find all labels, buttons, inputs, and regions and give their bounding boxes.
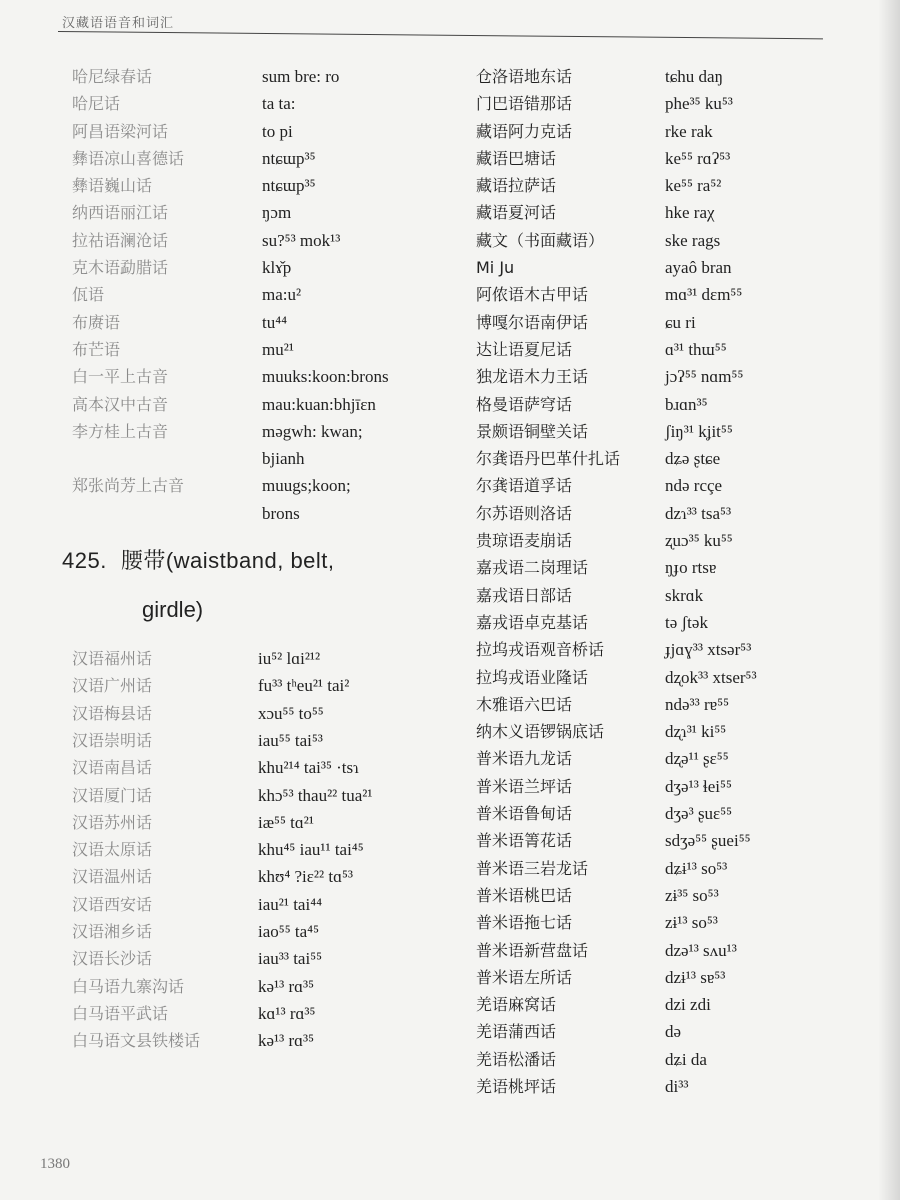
ipa-transcription: ʐuɔ³⁵ ku⁵⁵: [665, 531, 733, 551]
entry-title-text: 腰带(waistband, belt,: [120, 548, 335, 574]
entry-row: [476, 964, 876, 991]
ipa-transcription: ntɕɯp³⁵: [262, 148, 316, 168]
language-name: 羌语蒲西话: [476, 1022, 557, 1042]
language-name: 白一平上古音: [72, 367, 169, 387]
entry-row: [72, 391, 452, 418]
ipa-transcription: skrɑk: [665, 585, 704, 605]
ipa-transcription: mu²¹: [262, 339, 294, 359]
language-name: 嘉戎语日部话: [476, 585, 573, 605]
ipa-transcription: ɑ³¹ thɯ⁵⁵: [665, 339, 727, 359]
language-name: 藏语阿力克话: [476, 121, 573, 141]
language-name: 藏语拉萨话: [476, 176, 557, 196]
ipa-transcription: iau⁵⁵ tai⁵³: [258, 730, 323, 750]
ipa-transcription: ŋɟo rtsɐ: [665, 558, 717, 578]
ipa-transcription: di³³: [665, 1076, 689, 1096]
language-name: 佤语: [72, 285, 105, 305]
page-gutter-shadow: [878, 0, 900, 1200]
header-rule: [58, 31, 823, 39]
entry-row: [476, 882, 876, 909]
ipa-transcription: iao⁵⁵ ta⁴⁵: [258, 922, 319, 942]
entry-row: [72, 63, 452, 90]
ipa-transcription: dʑi da: [665, 1049, 707, 1069]
language-name: 白马语文县铁楼话: [72, 1031, 201, 1051]
language-name: 汉语苏州话: [72, 812, 153, 832]
ipa-transcription: iu⁵² lɑi²¹²: [258, 649, 321, 669]
ipa-transcription: ndə rcçe: [665, 476, 723, 496]
ipa-transcription: ta ta:: [262, 94, 296, 114]
entry-row: [72, 1000, 452, 1027]
entry-row: [72, 90, 452, 117]
language-name: 普米语箐花话: [476, 831, 573, 851]
language-name: 木雅语六巴话: [476, 694, 573, 714]
entry-row: [476, 937, 876, 964]
entry-row: [476, 636, 876, 663]
ipa-transcription: dzə¹³ sʌu¹³: [665, 940, 737, 960]
ipa-transcription: ndə³³ rɐ⁵⁵: [665, 694, 730, 714]
ipa-transcription: dzi zdi: [665, 995, 711, 1015]
ipa-transcription: ma:u²: [262, 285, 302, 305]
entry-row: [476, 773, 876, 800]
entry-row: [476, 1073, 876, 1100]
entry-row: [476, 827, 876, 854]
language-name: 羌语桃坪话: [476, 1076, 557, 1096]
entry-row: [476, 472, 876, 499]
language-name: 高本汉中古音: [72, 394, 169, 414]
language-name: 拉坞戎语观音桥话: [476, 640, 605, 660]
entry-row: [476, 172, 876, 199]
language-name: 汉语长沙话: [72, 949, 153, 969]
ipa-transcription: iæ⁵⁵ tɑ²¹: [258, 812, 314, 832]
ipa-transcription: muuks:koon:brons: [262, 367, 389, 387]
entry-row: [476, 855, 876, 882]
ipa-transcription: iau²¹ tai⁴⁴: [258, 894, 323, 914]
ipa-transcription: muugs;koon;: [262, 476, 351, 496]
entry-row: [72, 891, 452, 918]
entry-row: [476, 582, 876, 609]
language-name: Mi Ju: [476, 258, 515, 278]
left-column: [62, 63, 452, 1055]
language-name: 博嘎尔语南伊话: [476, 312, 589, 332]
ipa-transcription: kə¹³ rɑ³⁵: [258, 1031, 315, 1051]
entry-row: [476, 500, 876, 527]
language-name: 汉语温州话: [72, 867, 153, 887]
entry-row: [476, 991, 876, 1018]
language-name: 布芒语: [72, 339, 121, 359]
entry-row: [72, 700, 452, 727]
ipa-transcription: phe³⁵ ku⁵³: [665, 94, 733, 114]
language-name: 羌语麻窝话: [476, 995, 557, 1015]
entry-row: [476, 800, 876, 827]
ipa-transcription: dʑə ʂtɕe: [665, 449, 721, 469]
ipa-transcription: su?⁵³ mok¹³: [262, 230, 341, 250]
ipa-transcription: rke rak: [665, 121, 713, 141]
entry-row: [72, 836, 452, 863]
entry-row: [72, 309, 452, 336]
entry-row: [72, 754, 452, 781]
language-name: 藏语夏河话: [476, 203, 557, 223]
ipa-transcription: dʐok³³ xtser⁵³: [665, 667, 757, 687]
language-name: 嘉戎语卓克基话: [476, 612, 589, 632]
entry-row: [72, 281, 452, 308]
ipa-transcription: ɕu ri: [665, 312, 696, 332]
entry-row: [476, 691, 876, 718]
ipa-transcription: khu⁴⁵ iau¹¹ tai⁴⁵: [258, 840, 364, 860]
language-name: 普米语新营盘话: [476, 940, 589, 960]
entry-row: [72, 782, 452, 809]
ipa-transcription: dʑɨ¹³ so⁵³: [665, 858, 728, 878]
entry-row: [72, 336, 452, 363]
language-name: 彝语巍山话: [72, 176, 153, 196]
language-name: 达让语夏尼话: [476, 339, 573, 359]
entry-row: [476, 363, 876, 390]
language-name: 门巴语错那话: [476, 94, 573, 114]
ipa-transcription: də: [665, 1022, 682, 1042]
ipa-transcription: tu⁴⁴: [262, 312, 288, 332]
language-name: 纳木义语锣锅底话: [476, 722, 605, 742]
entry-row: [72, 1027, 452, 1054]
language-name: 彝语凉山喜德话: [72, 148, 185, 168]
entry-row: [476, 1018, 876, 1045]
entry-row: [476, 609, 876, 636]
entry-row: [476, 718, 876, 745]
ipa-transcription: to pi: [262, 121, 293, 141]
ipa-transcription: bjianh: [262, 449, 305, 469]
ipa-transcription: jɔʔ⁵⁵ nɑm⁵⁵: [665, 367, 744, 387]
language-name: 仓洛语地东话: [476, 67, 573, 86]
ipa-transcription: dʐɿ³¹ ki⁵⁵: [665, 722, 727, 742]
entry-row: [476, 664, 876, 691]
entry-row: [72, 145, 452, 172]
ipa-transcription: ke⁵⁵ ra⁵²: [665, 176, 722, 196]
ipa-transcription: ntɕɯp³⁵: [262, 176, 316, 196]
ipa-transcription: tə ʃtək: [665, 612, 708, 632]
ipa-transcription: fu³³ tʰeu²¹ tai²: [258, 676, 350, 696]
ipa-transcription: ʃiŋ³¹ kʝit⁵⁵: [665, 421, 733, 441]
ipa-transcription: tɕhu daŋ: [665, 67, 723, 86]
ipa-transcription: ke⁵⁵ rɑʔ⁵³: [665, 148, 731, 168]
ipa-transcription: zɨ³⁵ so⁵³: [665, 885, 719, 905]
entry-row: [476, 63, 876, 90]
ipa-transcription: khu²¹⁴ tai³⁵ ·tsɿ: [258, 758, 359, 778]
ipa-transcription: mɑ³¹ dɛm⁵⁵: [665, 285, 743, 305]
language-name: 李方桂上古音: [72, 421, 169, 441]
entry-row: [72, 672, 452, 699]
ipa-transcription: ŋɔm: [262, 203, 292, 223]
ipa-transcription: bɹɑn³⁵: [665, 394, 708, 414]
entry-heading: [62, 527, 452, 645]
ipa-transcription: hke raχ: [665, 203, 715, 223]
entry-row: [72, 254, 452, 281]
entry-row: [476, 281, 876, 308]
language-name: 汉语福州话: [72, 649, 153, 669]
ipa-transcription: dzɨ¹³ sɐ⁵³: [665, 967, 726, 987]
language-name: 汉语厦门话: [72, 785, 153, 805]
language-name: 汉语广州话: [72, 676, 153, 696]
entry-row: [72, 645, 452, 672]
language-name: 拉祜语澜沧话: [72, 230, 169, 250]
entry-title-line2: girdle): [142, 597, 204, 623]
entry-row: [72, 172, 452, 199]
language-name: 克木语勐腊话: [72, 258, 169, 278]
ipa-transcription: khʊ⁴ ?iɛ²² tɑ⁵³: [258, 867, 353, 887]
ipa-transcription: dʒə³ ʂuɛ⁵⁵: [665, 804, 733, 824]
ipa-transcription: ske rags: [665, 230, 721, 250]
language-name: 拉坞戎语业隆话: [476, 667, 589, 687]
language-name: 羌语松潘话: [476, 1049, 557, 1069]
ipa-transcription: sdʒə⁵⁵ ʂuei⁵⁵: [665, 831, 751, 851]
language-name: 郑张尚芳上古音: [72, 476, 185, 496]
ipa-transcription: mau:kuan:bhjīɛn: [262, 394, 376, 414]
ipa-transcription: sum bre: ro: [262, 67, 340, 86]
ipa-transcription: məgwh: kwan;: [262, 421, 363, 441]
entry-row: [72, 363, 452, 390]
language-name: 独龙语木力王话: [476, 367, 589, 387]
ipa-transcription: dzɿ³³ tsa⁵³: [665, 503, 732, 523]
entry-row: [72, 809, 452, 836]
entry-row: [72, 199, 452, 226]
language-name: 阿昌语梁河话: [72, 121, 169, 141]
language-name: 尔龚语丹巴革什扎话: [476, 449, 621, 469]
ipa-transcription: ɟjɑɣ³³ xtsər⁵³: [665, 640, 752, 660]
language-name: 白马语平武话: [72, 1003, 169, 1023]
ipa-transcription: kə¹³ rɑ³⁵: [258, 976, 315, 996]
language-name: 汉语崇明话: [72, 730, 153, 750]
ipa-transcription: ayaô bran: [665, 258, 732, 278]
entry-row: [476, 445, 876, 472]
entry-row: [72, 227, 452, 254]
ipa-transcription: xɔu⁵⁵ to⁵⁵: [258, 703, 324, 723]
language-name: 汉语湘乡话: [72, 922, 153, 942]
ipa-transcription: dʒə¹³ ɬei⁵⁵: [665, 776, 732, 796]
entry-row: [72, 418, 452, 445]
ipa-transcription: zɨ¹³ so⁵³: [665, 913, 718, 933]
entry-row: [476, 254, 876, 281]
entry-row: [476, 118, 876, 145]
entry-row: [72, 973, 452, 1000]
language-name: 布赓语: [72, 312, 121, 332]
entry-row: [476, 145, 876, 172]
language-name: 普米语桃巴话: [476, 885, 573, 905]
entry-row: [476, 309, 876, 336]
entry-row: [72, 472, 452, 499]
ipa-transcription: kɑ¹³ rɑ³⁵: [258, 1003, 316, 1023]
language-name: 景颇语铜壁关话: [476, 421, 589, 441]
ipa-transcription: brons: [262, 503, 300, 523]
language-name: 白马语九寨沟话: [72, 976, 185, 996]
language-name: 尔龚语道孚话: [476, 476, 573, 496]
entry-row: [476, 527, 876, 554]
ipa-transcription: klɤ̌p: [262, 258, 292, 278]
entry-row: [72, 945, 452, 972]
language-name: 普米语左所话: [476, 967, 573, 987]
language-name: 藏文（书面藏语）: [476, 230, 605, 250]
entry-row: [476, 391, 876, 418]
entry-row: [476, 227, 876, 254]
language-name: 尔苏语则洛话: [476, 503, 573, 523]
ipa-transcription: dʐə¹¹ ʂɛ⁵⁵: [665, 749, 729, 769]
entry-row-continuation: [72, 500, 452, 527]
ipa-transcription: khɔ⁵³ thau²² tua²¹: [258, 785, 373, 805]
language-name: 哈尼绿春话: [72, 67, 153, 86]
language-name: 普米语拖七话: [476, 913, 573, 933]
entry-row: [476, 745, 876, 772]
language-name: 普米语兰坪话: [476, 776, 573, 796]
entry-number: 425.: [62, 548, 107, 574]
entry-row: [476, 554, 876, 581]
ipa-transcription: iau³³ tai⁵⁵: [258, 949, 323, 969]
entry-row: [476, 1046, 876, 1073]
entry-row: [476, 909, 876, 936]
language-name: 汉语西安话: [72, 894, 153, 914]
entry-row: [476, 418, 876, 445]
entry-title-line1: [62, 544, 335, 575]
language-name: 格曼语萨穹话: [476, 394, 573, 414]
language-name: 普米语九龙话: [476, 749, 573, 769]
language-name: 藏语巴塘话: [476, 148, 557, 168]
language-name: 嘉戎语二岗理话: [476, 558, 589, 578]
entry-row: [476, 90, 876, 117]
language-name: 普米语三岩龙话: [476, 858, 589, 878]
language-name: 纳西语丽江话: [72, 203, 169, 223]
entry-row: [476, 336, 876, 363]
language-name: 汉语南昌话: [72, 758, 153, 778]
entry-row: [72, 863, 452, 890]
entry-row-continuation: [72, 445, 452, 472]
running-header: 汉藏语语音和词汇: [62, 16, 175, 31]
entry-row: [72, 727, 452, 754]
language-name: 阿侬语木古甲话: [476, 285, 589, 305]
entry-row: [476, 199, 876, 226]
language-name: 贵琼语麦崩话: [476, 531, 573, 551]
language-name: 汉语太原话: [72, 840, 153, 860]
language-name: 汉语梅县话: [72, 703, 153, 723]
right-column: [476, 63, 876, 1100]
entry-row: [72, 918, 452, 945]
entry-row: [72, 118, 452, 145]
language-name: 普米语鲁甸话: [476, 804, 573, 824]
language-name: 哈尼话: [72, 94, 121, 114]
page-number: 1380: [40, 1156, 70, 1172]
